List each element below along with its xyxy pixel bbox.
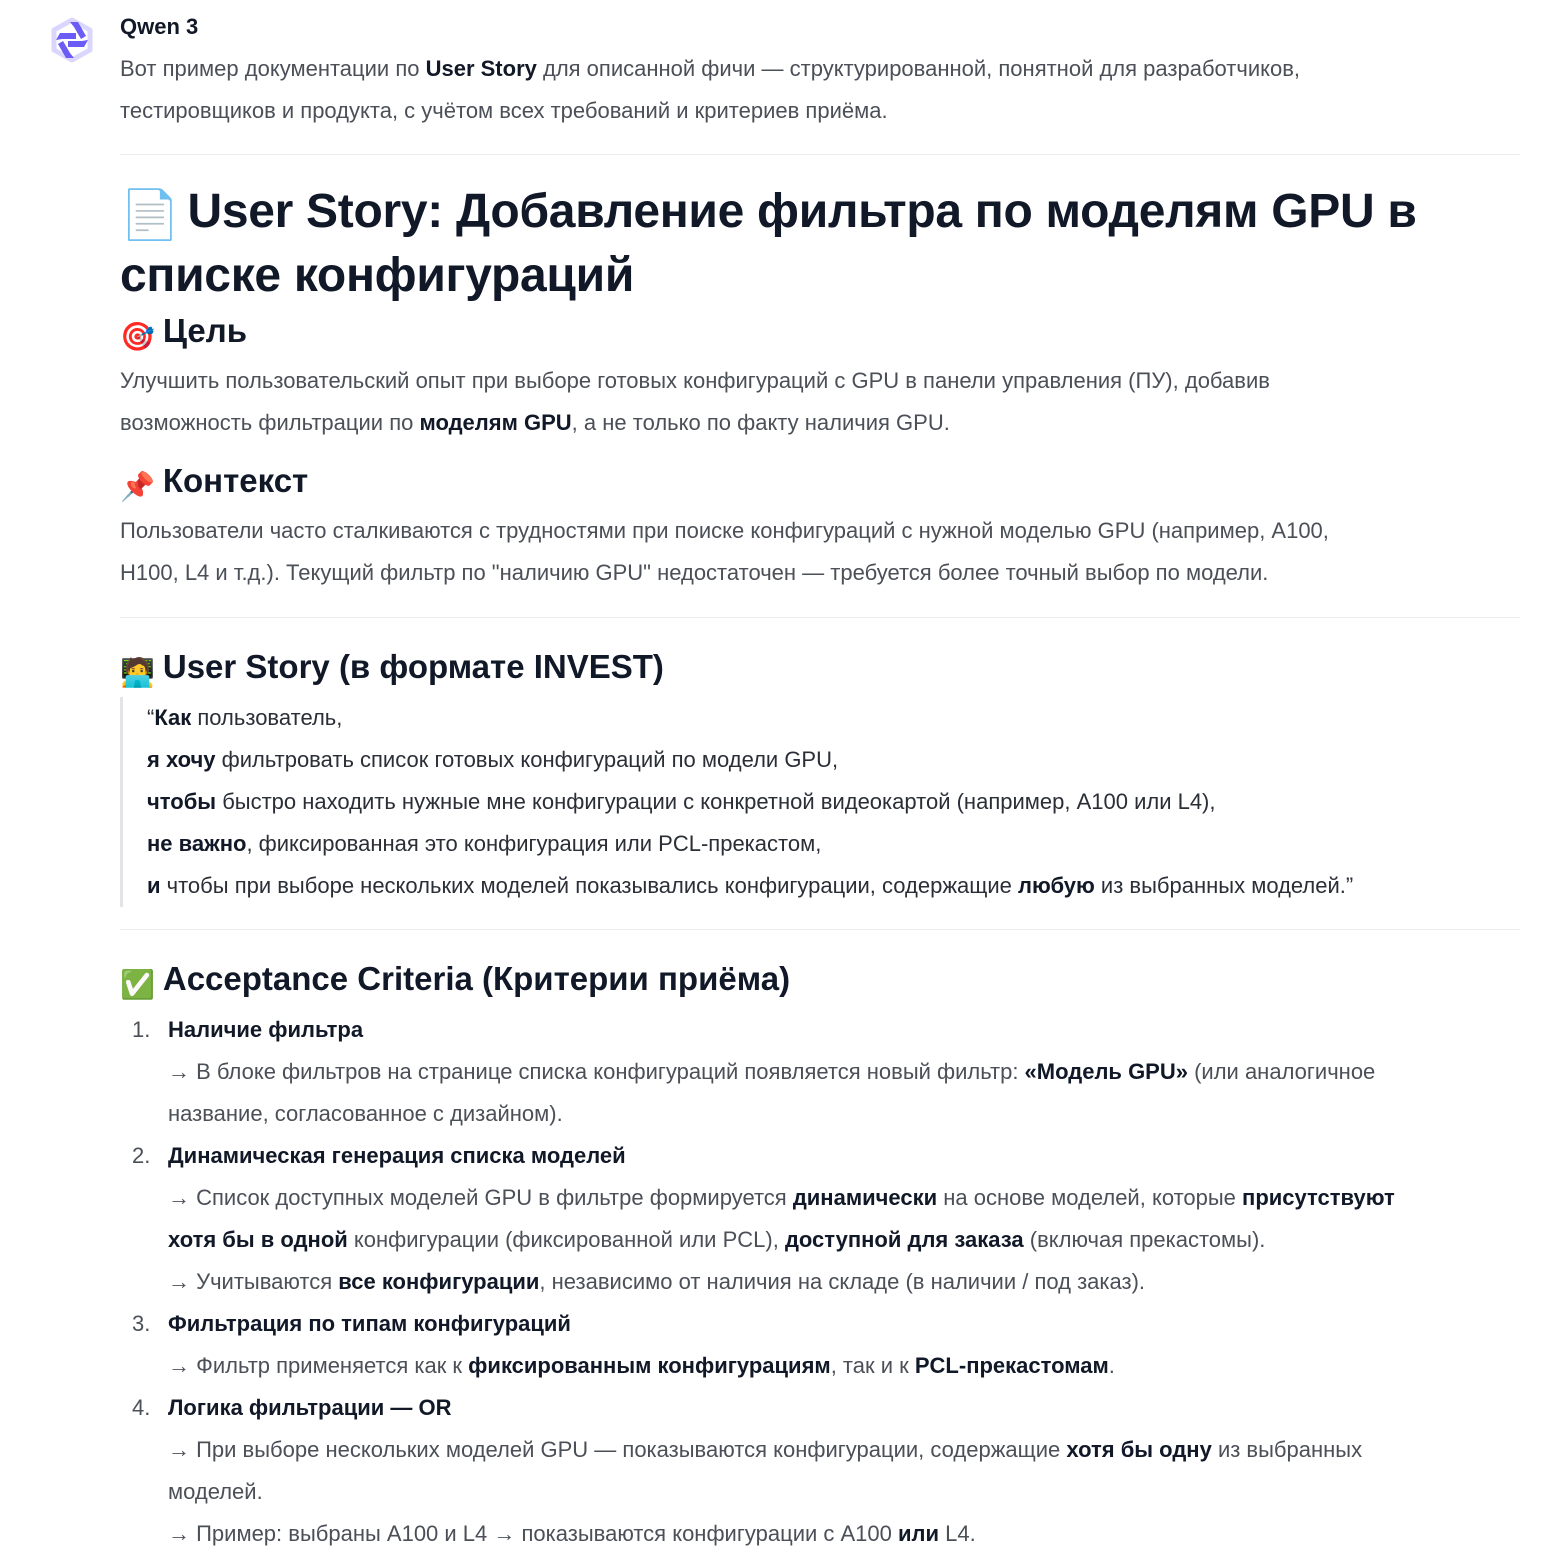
- user-story-blockquote: [120, 697, 1520, 907]
- story-line: не важно, фиксированная это конфигурация или PCL-прекастом,: [147, 831, 822, 856]
- technologist-icon: 🧑‍💻: [120, 657, 155, 688]
- list-item: 4. Логика фильтрации — OR → При выборе нескольких моделей GPU — показываются конфигурации, содержащие хотя бы одну из выбранных моделей. → Пример: выбраны A100 и L4 → показываются конфигурации с A100 или L4.: [132, 1395, 1363, 1546]
- list-item: 3. Фильтрация по типам конфигураций → Фильтр применяется как к фиксированным конфигурациям, так и к PCL-прекастомам.: [132, 1311, 1115, 1378]
- list-item: 2. Динамическая генерация списка моделей → Список доступных моделей GPU в фильтре формируется динамически на основе моделей, которые присутствуют хотя бы в одной конфигурации (фиксированной или PCL), доступной для заказа (включая прекастомы). → Учитываются все конфигурации, независимо от наличия на складе (в наличии / под заказ).: [132, 1143, 1395, 1294]
- story-line: я хочу фильтровать список готовых конфигураций по модели GPU,: [147, 747, 839, 772]
- goal-paragraph: Улучшить пользовательский опыт при выборе готовых конфигураций с GPU в панели управления (ПУ), добавив возможность фильтрации по моделям GPU, а не только по факту наличия GPU.: [120, 368, 1270, 435]
- story-line: “Как пользователь,: [147, 705, 343, 730]
- qwen-logo-icon: [48, 16, 96, 64]
- page-title: 📄 User Story: Добавление фильтра по моделям GPU в списке конфигураций: [120, 185, 1417, 302]
- context-heading: 📌 Контекст: [120, 459, 308, 509]
- story-line: и чтобы при выборе нескольких моделей показывались конфигурации, содержащие любую из выбранных моделей.”: [147, 873, 1354, 898]
- story-line: чтобы быстро находить нужные мне конфигурации с конкретной видеокартой (например, A100 или L4),: [147, 789, 1216, 814]
- user-story-heading: 🧑‍💻 User Story (в формате INVEST): [120, 645, 664, 695]
- divider: [120, 617, 1520, 618]
- document-icon: 📄: [120, 189, 180, 242]
- acceptance-list: [120, 1009, 1520, 1555]
- intro-paragraph: [120, 48, 1300, 132]
- list-item: 1. Наличие фильтра → В блоке фильтров на странице списка конфигураций появляется новый фильтр: «Модель GPU» (или аналогичное название, согласованное с дизайном).: [132, 1017, 1376, 1126]
- intro-line-2: тестировщиков и продукта, с учётом всех требований и критериев приёма.: [120, 98, 888, 123]
- check-mark-icon: ✅: [120, 969, 155, 1000]
- divider: [120, 154, 1520, 155]
- goal-heading: 🎯 Цель: [120, 309, 247, 359]
- acceptance-heading: ✅ Acceptance Criteria (Критерии приёма): [120, 957, 790, 1007]
- divider: [120, 929, 1520, 930]
- context-paragraph: Пользователи часто сталкиваются с трудностями при поиске конфигураций с нужной моделью GPU (например, A100, H100, L4 и т.д.). Текущий фильтр по "наличию GPU" недостаточен — требуется более точный выбор по модели.: [120, 518, 1329, 585]
- intro-line-1: Вот пример документации по User Story для описанной фичи — структурированной, понятной для разработчиков,: [120, 56, 1301, 81]
- author-name: Qwen 3: [120, 14, 199, 39]
- target-icon: 🎯: [120, 321, 155, 352]
- pushpin-icon: 📌: [120, 471, 155, 502]
- assistant-avatar: [48, 16, 96, 64]
